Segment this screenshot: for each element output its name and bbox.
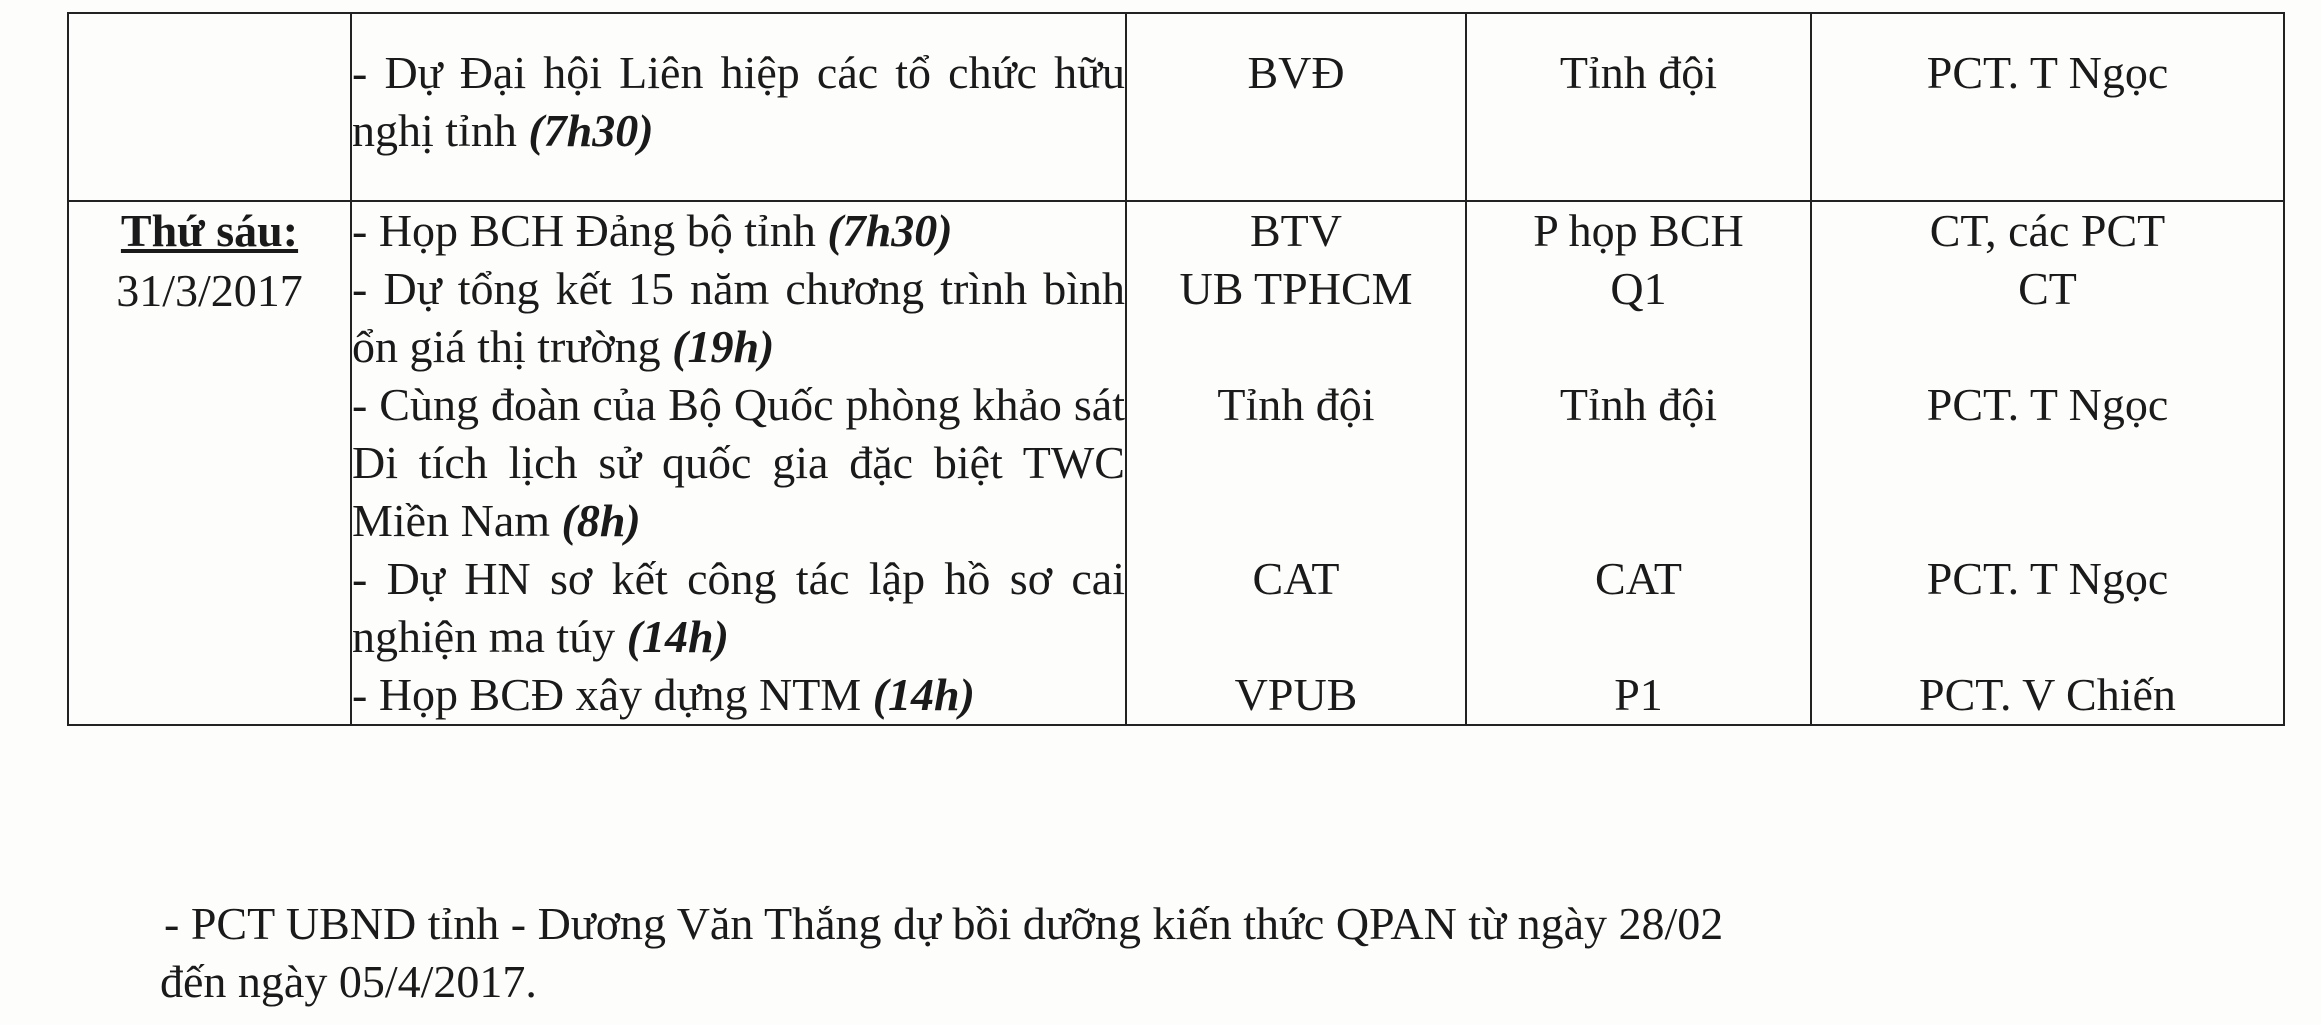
activity-item xyxy=(352,550,1125,666)
place-text: Tỉnh đội xyxy=(1559,47,1718,98)
footnote-line: đến ngày 05/4/2017. xyxy=(160,955,537,1007)
activity-item xyxy=(352,666,1125,724)
attendee-text: PCT. T Ngọc xyxy=(1926,378,2169,430)
activity-item xyxy=(352,44,1125,160)
host-text: Tỉnh đội xyxy=(1217,378,1375,430)
host-text: CAT xyxy=(1252,552,1340,604)
host-cell xyxy=(1126,13,1466,201)
activity-item xyxy=(352,202,1125,260)
activity-text: - Họp BCĐ xây dựng NTM xyxy=(352,668,873,720)
activity-time: (7h30) xyxy=(827,204,953,256)
activity-time: (14h) xyxy=(872,668,975,720)
activity-text: - Họp BCH Đảng bộ tỉnh xyxy=(352,204,828,256)
activity-cell xyxy=(351,13,1126,201)
activity-cell xyxy=(351,201,1126,725)
day-date: 31/3/2017 xyxy=(116,264,303,316)
table-row xyxy=(68,201,2284,725)
activity-time: (14h) xyxy=(626,610,729,662)
activity-text: - Dự HN sơ kết công tác lập hồ sơ cai nghiện ma túy xyxy=(352,552,1125,662)
activity-text: - Cùng đoàn của Bộ Quốc phòng khảo sát Di tích lịch sử quốc gia đặc biệt TWC Miền Nam xyxy=(352,378,1125,546)
host-text: BVĐ xyxy=(1247,47,1345,98)
activity-text: - Dự tổng kết 15 năm chương trình bình ổn giá thị trường xyxy=(352,262,1125,372)
place-cell xyxy=(1466,13,1811,201)
place-text: P1 xyxy=(1614,668,1663,720)
day-cell xyxy=(68,201,351,725)
place-text: Q1 xyxy=(1610,262,1667,314)
attendee-text: CT xyxy=(2018,262,2077,314)
day-label: Thứ sáu: xyxy=(120,204,299,256)
attendee-text: PCT. T Ngọc xyxy=(1926,552,2169,604)
activity-text: - Dự Đại hội Liên hiệp các tổ chức hữu nghị tỉnh xyxy=(352,47,1125,156)
activity-item xyxy=(352,376,1125,550)
table-row xyxy=(68,13,2284,201)
activity-time: (8h) xyxy=(561,494,641,546)
attendee-text: PCT. T Ngọc xyxy=(1926,47,2169,98)
place-cell xyxy=(1466,201,1811,725)
place-text: Tỉnh đội xyxy=(1559,378,1718,430)
attendee-text: PCT. V Chiến xyxy=(1919,668,2176,720)
day-cell xyxy=(68,13,351,201)
host-text: BTV xyxy=(1250,204,1342,256)
host-text: VPUB xyxy=(1234,668,1358,720)
schedule-table xyxy=(67,12,2285,726)
footnote-line: - PCT UBND tỉnh - Dương Văn Thắng dự bồi dưỡng kiến thức QPAN từ ngày 28/02 xyxy=(164,898,1724,949)
attendee-cell xyxy=(1811,201,2284,725)
place-text: P họp BCH xyxy=(1533,204,1744,256)
activity-time: (7h30) xyxy=(528,104,654,156)
footnote xyxy=(160,895,2204,1011)
attendee-cell xyxy=(1811,13,2284,201)
activity-item xyxy=(352,260,1125,376)
host-text: UB TPHCM xyxy=(1179,262,1413,314)
attendee-text: CT, các PCT xyxy=(1929,204,2166,256)
activity-time: (19h) xyxy=(672,320,775,372)
host-cell xyxy=(1126,201,1466,725)
place-text: CAT xyxy=(1595,552,1682,604)
